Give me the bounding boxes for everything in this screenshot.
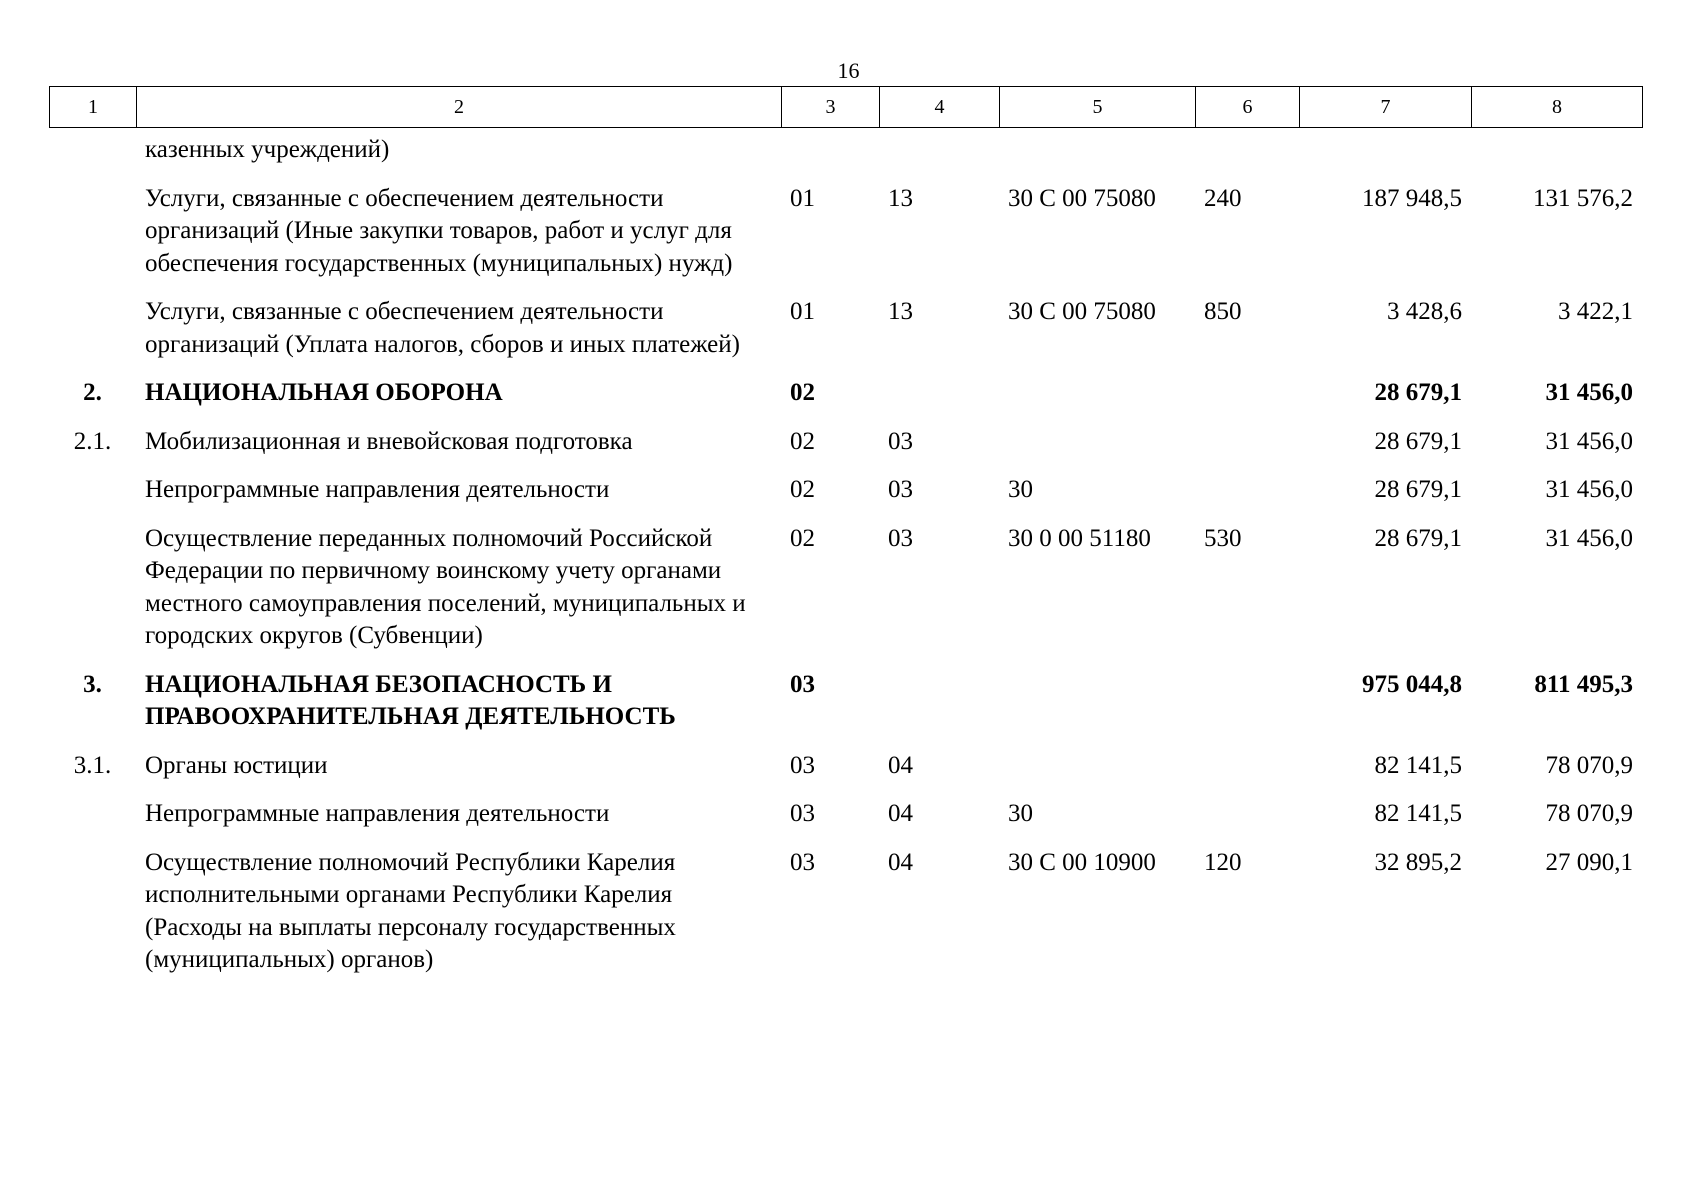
row-expense-type [1195,426,1299,475]
row-amount-col8: 131 576,2 [1533,184,1633,212]
header-col-5: 5 [1000,87,1196,128]
row-amount-col7: 82 141,5 [1374,800,1462,827]
table-row [49,474,1642,523]
row-number: 2. [83,379,102,406]
row-amount-col7: 28 679,1 [1374,379,1462,406]
row-number [49,183,136,297]
row-section-code: 03 [790,751,815,779]
row-section-code: 02 [790,379,815,406]
row-section-code [781,134,879,183]
row-target-code [999,134,1195,183]
row-name: Услуги, связанные с обеспечением деятельности организаций (Уплата налогов, сборов и иных платежей) [145,298,740,358]
row-number [49,523,136,669]
row-expense-type: 530 [1204,524,1242,552]
row-subsection-code: 13 [888,298,913,325]
table-row [49,798,1642,847]
row-name: Непрограммные направления деятельности [145,476,610,503]
row-section-code: 02 [790,427,815,455]
row-amount-col7: 975 044,8 [1362,670,1462,698]
row-target-code: 30 С 00 75080 [1008,184,1156,212]
row-expense-type [1195,669,1299,750]
header-col-6: 6 [1196,87,1300,128]
row-section-code: 01 [790,184,815,212]
table-row [49,296,1642,377]
header-col-8: 8 [1472,87,1643,128]
row-number [49,296,136,377]
row-target-code [999,669,1195,750]
row-amount-col7: 28 679,1 [1374,524,1462,552]
row-subsection-code: 03 [888,476,913,503]
header-col-2: 2 [137,87,782,128]
row-section-code: 03 [790,670,815,698]
row-section-code: 02 [790,524,815,552]
row-subsection-code: 04 [888,848,913,876]
row-name: Услуги, связанные с обеспечением деятельности организаций (Иные закупки товаров, работ и услуг для обеспечения государственных (муниципальных) нужд) [145,184,733,277]
table-row [49,377,1642,426]
table-row [49,183,1642,297]
row-section-code: 01 [790,298,815,325]
row-name: Органы юстиции [145,751,328,779]
row-expense-type [1195,474,1299,523]
row-expense-type [1195,134,1299,183]
row-amount-col8: 31 456,0 [1545,427,1633,455]
row-expense-type [1195,750,1299,799]
row-number [49,847,136,993]
row-number: 3.1. [73,751,112,779]
row-target-code [999,750,1195,799]
row-amount-col8: 31 456,0 [1545,476,1633,503]
table-row [49,847,1642,993]
row-number [49,798,136,847]
row-subsection-code [879,669,999,750]
row-amount-col7: 187 948,5 [1362,184,1462,212]
row-target-code [999,426,1195,475]
row-amount-col8: 31 456,0 [1545,379,1633,406]
row-amount-col8: 27 090,1 [1545,848,1633,876]
row-amount-col8: 78 070,9 [1545,751,1633,779]
row-name: Непрограммные направления деятельности [145,800,610,827]
row-name: Осуществление полномочий Республики Карелия исполнительными органами Республики Карелия (Расходы на выплаты персоналу государственных (муниципальных) органов) [145,848,676,973]
table-row [49,750,1642,799]
row-amount-col8: 811 495,3 [1534,670,1633,698]
table-row [49,426,1642,475]
row-amount-col7 [1299,134,1471,183]
row-number: 2.1. [73,427,112,455]
table-row [49,669,1642,750]
row-expense-type [1195,798,1299,847]
row-expense-type: 120 [1204,848,1242,876]
row-subsection-code [879,377,999,426]
column-number-header [49,86,1643,128]
row-section-code: 02 [790,476,815,503]
row-name: казенных учреждений) [145,136,390,163]
row-subsection-code: 03 [888,427,913,455]
row-name: Осуществление переданных полномочий Российской Федерации по первичному воинскому учету органами местного самоуправления поселений, муниципальных и городских округов (Субвенции) [145,524,746,649]
header-row [50,87,1643,128]
row-target-code: 30 С 00 10900 [1008,848,1156,876]
page-number: 16 [837,58,860,83]
table-row [49,523,1642,669]
row-subsection-code [879,134,999,183]
row-expense-type: 850 [1204,298,1242,325]
row-amount-col7: 32 895,2 [1374,848,1462,876]
row-amount-col7: 3 428,6 [1387,298,1462,325]
header-col-7: 7 [1300,87,1472,128]
row-subsection-code: 03 [888,524,913,552]
row-name: Мобилизационная и вневойсковая подготовка [145,427,633,455]
row-subsection-code: 04 [888,800,913,827]
row-amount-col8: 3 422,1 [1558,298,1633,325]
row-name: НАЦИОНАЛЬНАЯ БЕЗОПАСНОСТЬ И ПРАВООХРАНИТЕЛЬНАЯ ДЕЯТЕЛЬНОСТЬ [145,670,676,730]
row-section-code: 03 [790,848,815,876]
row-target-code: 30 С 00 75080 [1008,298,1156,325]
row-amount-col8 [1471,134,1642,183]
table-row [49,134,1642,183]
row-expense-type: 240 [1204,184,1242,212]
header-col-3: 3 [782,87,880,128]
row-number [49,134,136,183]
row-target-code: 30 0 00 51180 [1008,524,1151,552]
row-target-code: 30 [1008,476,1033,503]
row-number: 3. [83,670,102,698]
row-target-code: 30 [1008,800,1033,827]
header-col-4: 4 [880,87,1000,128]
row-amount-col7: 82 141,5 [1374,751,1462,779]
header-col-1: 1 [50,87,137,128]
row-number [49,474,136,523]
row-name: НАЦИОНАЛЬНАЯ ОБОРОНА [145,379,503,406]
row-subsection-code: 04 [888,751,913,779]
row-section-code: 03 [790,800,815,827]
row-target-code [999,377,1195,426]
row-amount-col8: 78 070,9 [1545,800,1633,827]
row-amount-col7: 28 679,1 [1374,476,1462,503]
row-subsection-code: 13 [888,184,913,212]
row-amount-col7: 28 679,1 [1374,427,1462,455]
budget-table [49,134,1642,993]
row-expense-type [1195,377,1299,426]
row-amount-col8: 31 456,0 [1545,524,1633,552]
